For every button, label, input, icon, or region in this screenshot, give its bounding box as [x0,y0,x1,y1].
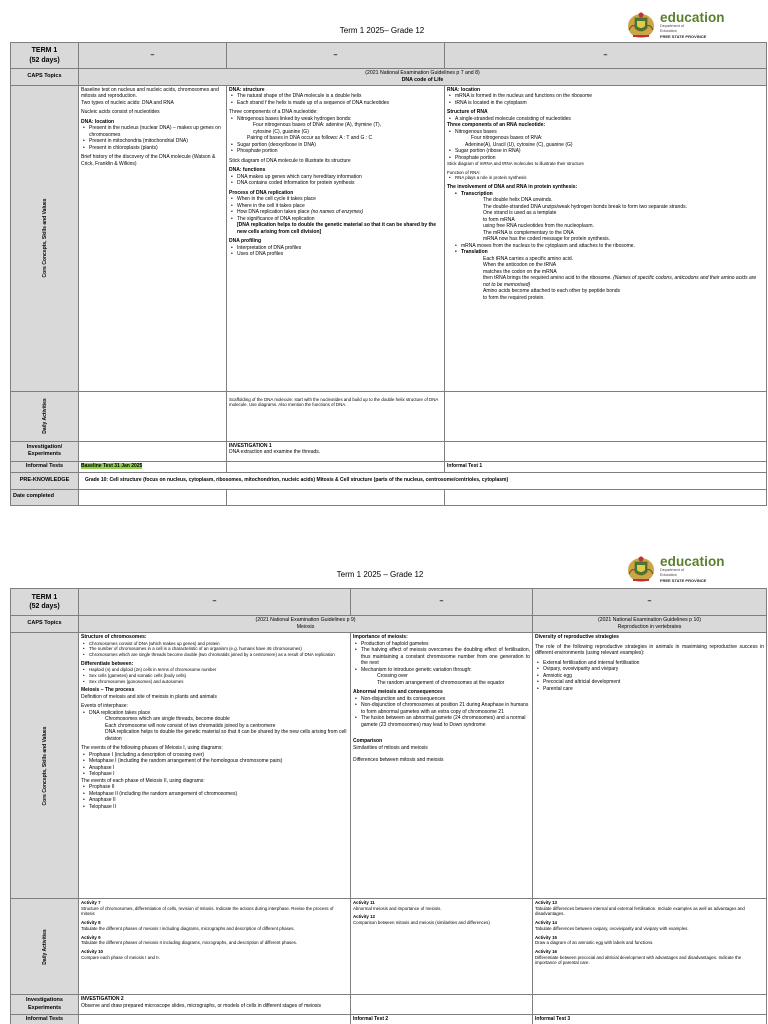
reproduction-col: Diversity of reproductive strategies The role of the following reproductive strategies in animals in maximising reproductive success in different environments (using relevant examples): • External fertilisation and internal fertilisation • Ovipary, ovoviviparity and vivipary • Amniotic egg • Precocial and altricial development • Parental care [533,633,767,899]
logo-line-2: Education [660,573,677,578]
logo-line-1: Department of [660,24,685,29]
coat-of-arms-icon [626,10,656,40]
daily-col-3 [445,391,767,441]
term-plan-table-1 [10,42,767,506]
logo-line-2: Education [660,29,677,34]
core-col-1: Baseline test on nucleus and nucleic acids, chromosomes and mitosis and reproduction. Two types of nucleic acids: DNA and RNA Nucleic acids consist of nucleotides DNA: location • Present in the nucleus (nuclear DNA) – makes up genes on chromosomes • Present in mitochondria (mitochondrial DNA) • Present in chloroplasts (plants) Brief history of the discovery of the DNA molecule (Watson & Crick, Franklin & Wilkins) [79,85,227,391]
informal-test-1: Informal Test 1 [445,461,767,472]
activities-col-2: Activity 11 Abnormal meiosis and importance of meiosis. Activity 12 Comparison between mitosis and meiosis (similarities and differences) [351,899,533,995]
caps-topic-meiosis: (2021 National Examination Guidelines p 9) Meiosis [79,616,533,633]
logo-text: education [660,9,725,25]
caps-topic-reproduction: (2021 National Examination Guidelines p 10) Reproduction in vertebrates [533,616,767,633]
activities-col-1: Activity 7 Structure of chromosomes, differentiation of cells, revision of mitosis. Indicate the actions during interphase. Revise the process of mitosis Activity 8 Tabulate the different phases of meiosis I including diagrams, micrographs and description of different phases. Activity 9 Tabulate the different phases of meiosis II including diagrams, micrographs, and description of different phases. Activity 10 Compare each phase of meiosis I and II. [79,899,351,995]
core-col-3: RNA: location • mRNA is formed in the nucleus and functions on the ribosome • tRNA is located in the cytoplasm Structure of RNA • A single-stranded molecule consisting of nucleotides Three components of an RNA nucleotide: • Nitrogenous bases Four nitrogenous bases of RNA: Adenine(A), Uracil (U), cytosine (C), guanine (G) • Sugar portion (ribose in RNA) • Phosphate portion Stick diagram of mRNA and tRNA molecules to illustrate their structure Function of RNA: • RNA plays a role in protein synthesis The involvement of DNA and RNA in protein synthesis: • Transcription The double helix DNA unwinds. The double-stranded DNA unzips/weak hydrogen bonds break to form two separate strands. One strand is used as a template to form mRNA using free RNA nucleotides from the nucleoplasm. The mRNA is complementary to the DNA mRNA now has the coded message for protein synthesis. • mRNA moves from the nucleus to the cytoplasm and attaches to the ribosome. • Translation Each tRNA carries a specific amino acid. When the anticodon on the tRNA matches the codon on the mRNA then tRNA brings the required amino acid to the ribosome. (Names of specific codons, anticodons and their amino acids are not to be memorised) Amino acids become attached to each other by peptide bonds to form the required protein. [445,85,767,391]
education-logo-2 [626,554,725,584]
logo-text: education [660,553,725,569]
meiosis-col-1: Structure of chromosomes: • Chromosomes consist of DNA (which makes up genes) and protein • The number of chromosomes in a cell is a characteristic of an organism (e.g. humans have 46 chromosomes) • Chromosomes which are single threads become double (two chromatids joined by a centromere) as a result of DNA replication Differentiate between: • Haploid (n) and diploid (2n) cells in terms of chromosome number • Sex cells (gametes) and somatic cells (body cells) • Sex chromosomes (gonosomes) and autosomes Meiosis – The process Definition of meiosis and site of meiosis in plants and animals Events of interphase: • DNA replication takes place Chromosomes which are single threads, become double Each chromosome will now consist of two chromatids joined by a centromere DNA replication helps to double the genetic material so that it can be shared by the new cells arising from cell division The events of the following phases of Meiosis I, using diagrams: • Prophase I (including a description of crossing over) • Metaphase I (including the random arrangement of the homologous chromosome pairs) • Anaphase I • Telophase I The events of each phase of Meiosis II, using diagrams: • Prophase II • Metaphase II (including the random arrangement of chromosomes) • Anaphase II • Telophase II [79,633,351,899]
logo-line-3: FREE STATE PROVINCE [660,578,707,584]
pre-knowledge-text: Grade 10: Cell structure (focus on nucleus, cytoplasm, ribosomes, mitochondrion, nucleic acids) Mitosis & Cell structure (parts of the nucleus, centrosome/centrioles, cytoplasm) [79,472,767,489]
meiosis-col-2: Importance of meiosis: • Production of haploid gametes • The halving effect of meiosis overcomes the doubling effect of fertilisation, thus maintaining a constant chromosome number from one generation to the next • Mechanism to introduce genetic variation through: Crossing over The random arrangement of chromosomes at the equator Abnormal meiosis and consequences • Non-disjunction and its consequences • Non-disjunction of chromosomes at position 21 during Anaphase in humans to form abnormal gametes with an extra copy of chromosome 21 • The fusion between an abnormal gamete (24 chromosomes) and a normal gamete (23 chromosomes) may lead to Down syndrome Comparison Similarities of mitosis and meiosis Differences between mitosis and meiosis [351,633,533,899]
coat-of-arms-icon [626,554,656,584]
document-title-2: Term 1 2025 – Grade 12 [336,570,424,579]
core-concepts-label-2: Core Concepts, Skills and Values [11,633,79,899]
caps-topics-label-2: CAPS Topics [11,616,79,633]
term-header-2: TERM 1 (52 days) [11,589,79,616]
week-header-1: – [79,43,227,69]
caps-topics-label: CAPS Topics [11,69,79,86]
investigation-2: INVESTIGATION 2 Observe and draw prepared microscope slides, micrographs, or models of cells in different stages of meiosis [79,995,351,1015]
week-header-2: – [227,43,445,69]
informal-tests-label: Informal Tests [11,461,79,472]
week-header-4: – [79,589,351,616]
term-plan-table-2 [10,588,767,1024]
week-header-3: – [445,43,767,69]
informal-test-2: Informal Test 2 [351,1015,533,1024]
education-logo [626,10,725,40]
investigation-1: INVESTIGATION 1 DNA extraction and examine the threads. [227,441,445,461]
pre-knowledge-label: PRE-KNOWLEDGE [11,472,79,489]
week-header-5: – [351,589,533,616]
daily-activities-label-2: Daily Activities [11,899,79,995]
daily-activities-label: Daily Activities [11,391,79,441]
core-concepts-label: Core Concepts, Skills and Values [11,85,79,391]
baseline-test-badge: Baseline Test 31 Jan 2025 [81,462,143,469]
activities-col-3: Activity 13 Tabulate differences between internal and external fertilisation. Include examples as well as advantages and disadvantages. Activity 14 Tabulate differences between ovipary, ovoviviparity and vivipary with examples. Activity 15 Draw a diagram of an amniotic egg with labels and functions. Activity 16 Differentiate between precocial and altricial development with advantages and disadvantages. Indicate the importance of parental care. [533,899,767,995]
informal-test-3: Informal Test 3 [533,1015,767,1024]
logo-line-3: FREE STATE PROVINCE [660,34,707,40]
core-col-2: DNA: structure • The natural shape of the DNA molecule is a double helix • Each strand f the helix is made up of a sequence of DNA nucleotides Three components of a DNA nucleotide: • Nitrogenous bases linked by weak hydrogen bonds: Four nitrogenous bases of DNA: adenine (A), thymine (T), cytosine (C), guanine (G) Pairing of bases in DNA occur as follows: A : T and G : C • Sugar portion (deoxyribose in DNA) • Phosphate portion Stick diagram of DNA molecule to illustrate its structure DNA: functions • DNA makes up genes which carry hereditary information • DNA contains coded information for protein synthesis Process of DNA replication • When in the cell cycle it takes place • Where in the cell it takes place • How DNA replication takes place (no names of enzymes) • The significance of DNA replication [DNA replication helps to double the genetic material so that it can be shared by the new cells arising from cell division] DNA profiling • Interpretation of DNA profiles • Uses of DNA profiles [227,85,445,391]
daily-col-2: Scaffolding of the DNA molecule: start with the nucleotides and build up to the double helix structure of DNA molecule. Use diagrams. Also mention the functions of DNA. [227,391,445,441]
page-bottom [0,548,768,1024]
investigation-label: Investigation/ Experiments [11,441,79,461]
investigations-label: Investigations Experiments [11,995,79,1015]
week-header-6: – [533,589,767,616]
informal-tests-label-2: Informal Tests [11,1015,79,1024]
caps-topic-dna: (2021 National Examination Guidelines p 7 and 8) DNA code of Life [79,69,767,86]
logo-line-1: Department of [660,568,685,573]
date-completed-label: Date completed [11,489,79,505]
term-header: TERM 1 (52 days) [11,43,79,69]
document-title: Term 1 2025– Grade 12 [339,26,425,35]
daily-col-1 [79,391,227,441]
